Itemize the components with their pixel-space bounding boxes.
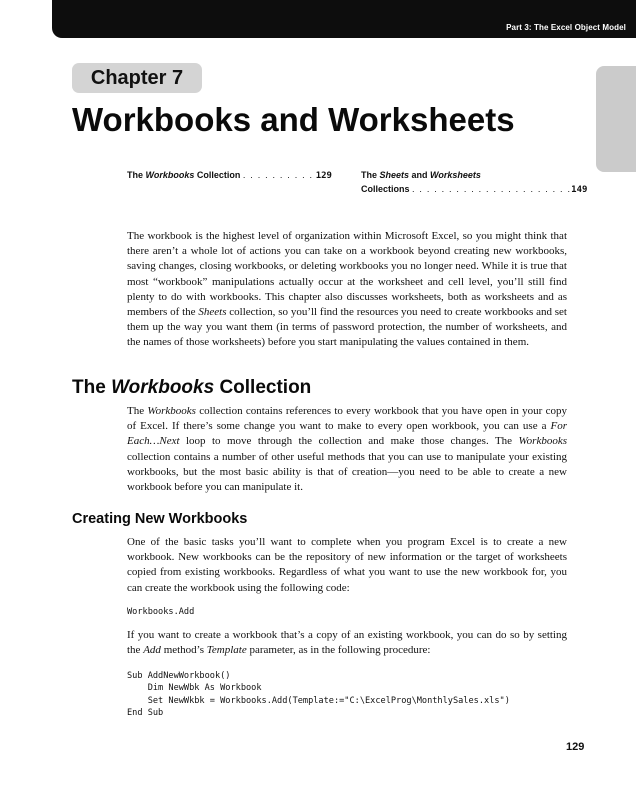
chapter-side-tab <box>596 66 636 172</box>
intro-paragraph <box>127 229 567 351</box>
header-bar <box>52 0 636 38</box>
text-run-italic: For Each…Next <box>127 420 567 448</box>
text-run: collection contains references to every workbook that you have open in your copy of Excel. If there’s some change you want to make to every open workbook, you can use a <box>127 405 567 433</box>
template-paragraph <box>127 628 567 658</box>
section-heading-workbooks-collection <box>72 375 311 401</box>
toc-entry-text: Collection <box>194 170 241 180</box>
toc-entry-text: The <box>361 170 380 180</box>
text-run-italic: Add <box>143 644 161 657</box>
part-label: Part 3: The Excel Object Model <box>506 23 626 32</box>
toc-entry-text: Collections <box>361 184 410 194</box>
text-run: If you want to create a workbook that’s a copy of an existing workbook, you can do so by setting the <box>127 629 567 657</box>
creating-workbooks-paragraph: One of the basic tasks you’ll want to complete when you program Excel is to create a new workbook. New workbooks can be the repository of new information or the target of worksheets copied from existing workbooks. Regardless of what you want to use the new workbook for, you can create the workbook using the following code: <box>127 536 567 594</box>
text-run: method’s <box>160 644 207 657</box>
toc-entry-em: Workbooks <box>145 170 195 180</box>
heading-text-italic: Workbooks <box>111 377 215 398</box>
heading-text: The <box>72 377 112 398</box>
text-run-italic: Sheets <box>198 306 227 319</box>
toc-entry-text: The <box>127 170 146 180</box>
toc-page-number: 129 <box>315 171 332 181</box>
text-run: collection contains a number of other useful methods that you can use to manipulate your existing workbooks, but the most basic ability is that of creation—you need to be able to create a new workbook before you can manipulate it. <box>127 450 567 494</box>
toc-entry-em: Worksheets <box>430 170 481 180</box>
text-run: collection, so you’ll find the resources you need to create workbooks and set them up the way you want them (in terms of password protection, the number of worksheets, and the names of those worksheets) before you start manipulating the values contained in them. <box>127 306 567 349</box>
toc-entry-em: Sheets <box>379 170 410 180</box>
page-number: 129 <box>566 741 585 753</box>
text-run-italic: Workbooks <box>147 405 196 417</box>
text-run: The workbook is the highest level of organization within Microsoft Excel, so you might think that there aren’t a whole lot of actions you can take on a workbook beyond creating new workbooks, saving changes, closing workbooks, or deleting workbooks you no longer need. While it is true that most “workbook” manipulations actually occur at the worksheet and cell level, you’ll still find plenty to do with workbooks. This chapter also discusses worksheets, both as worksheets and as members of the <box>127 230 567 319</box>
toc-entry-sheets-worksheets-line2[interactable] <box>361 184 587 195</box>
toc-entry-text: and <box>409 170 431 180</box>
workbooks-collection-paragraph <box>127 404 567 495</box>
chapter-label: Chapter 7 <box>72 63 202 93</box>
text-run: loop to move through the collection and make those changes. The <box>179 435 519 448</box>
toc-entry-workbooks-collection[interactable] <box>127 170 332 181</box>
toc-page-number: 149 <box>571 185 588 195</box>
text-run-italic: Template <box>206 644 247 657</box>
toc-entry-sheets-worksheets[interactable] <box>361 170 481 180</box>
chapter-title: Workbooks and Worksheets <box>72 101 515 138</box>
code-sample-workbooks-add: Workbooks.Add <box>127 607 195 617</box>
code-sample-add-new-workbook: Sub AddNewWorkbook() Dim NewWbk As Workbook Set NewWkbk = Workbooks.Add(Template:="C:\ExcelProg\MonthlySales.xls") End Sub <box>127 671 510 718</box>
text-run: parameter, as in the following procedure: <box>246 644 431 657</box>
heading-text: Collection <box>214 377 312 398</box>
text-run: The <box>127 405 148 417</box>
text-run-italic: Workbooks <box>518 435 567 448</box>
toc-leader: . . . . . . . . . . <box>242 170 314 180</box>
toc-leader: . . . . . . . . . . . . . . . . . . . . . . <box>412 184 572 194</box>
section-heading-creating-new-workbooks: Creating New Workbooks <box>72 511 248 527</box>
